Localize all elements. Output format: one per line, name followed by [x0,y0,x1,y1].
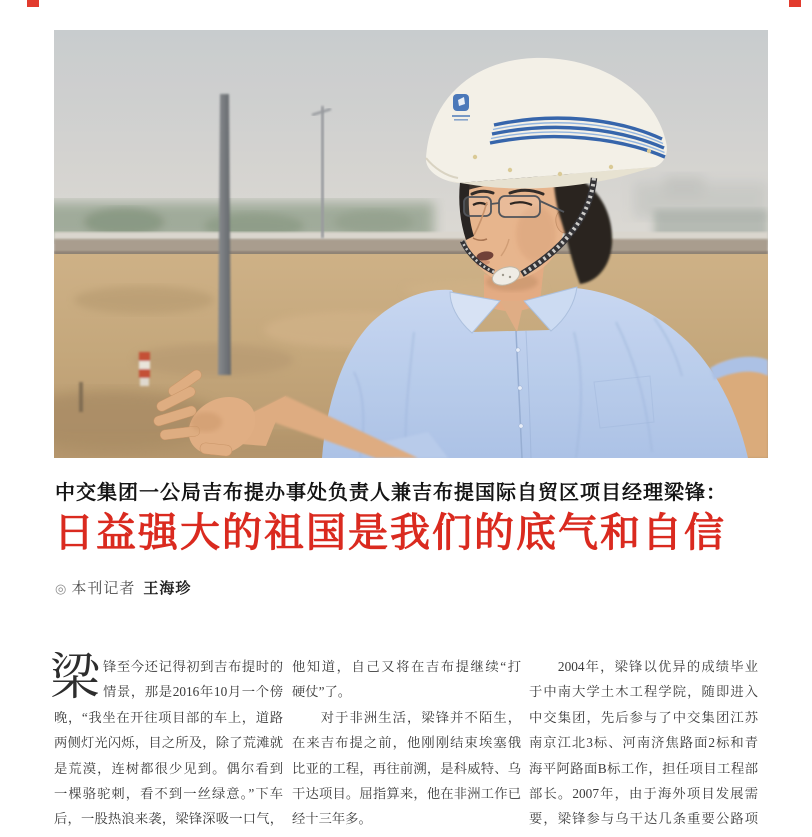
byline [55,577,191,598]
body-text-line: 是荒漠，连树都很少见到。偶尔看到 [54,760,283,776]
body-text-line: 后，一股热浪来袭，梁锋深吸一口气， [54,811,283,827]
body-text-line: 他知道，自己又将在吉布提继续“打 [292,659,521,674]
article-photo [54,30,768,458]
body-text-line: 于中南大学土木工程学院，随即进入 [529,684,758,700]
crop-mark-right [789,0,801,7]
body-column-1 [54,654,283,834]
byline-role: 本刊记者 [71,580,136,597]
construction-site-photo-illustration [54,30,768,458]
drop-cap: 梁 [50,649,100,705]
body-text-line: 中交集团，先后参与了中交集团江苏 [529,709,758,725]
body-text-line: 干达项目。屈指算来，他在非洲工作已 [292,785,521,801]
body-text-line: 硬仗”了。 [292,684,352,700]
body-text-line: 2004年，梁锋以优异的成绩毕业 [529,659,758,674]
body-text-line: 部长。2007年，由于海外项目发展需 [529,785,758,801]
body-text-line: 南京江北3标、河南济焦路面2标和青 [529,735,758,751]
body-text-line: 比亚的工程，再往前溯，是科威特、乌 [292,760,521,776]
byline-marker-icon: ◎ [55,581,68,596]
kicker-line: 中交集团一公局吉布提办事处负责人兼吉布提国际自贸区项目经理梁锋： [55,482,727,504]
body-text-line: 晚，“我坐在开往项目部的车上，道路 [54,709,283,725]
body-text-line: 对于非洲生活，梁锋并不陌生， [292,709,521,725]
haze-overlay [54,30,768,458]
body-text-line: 锋至今还记得初到吉布提时的 [103,659,283,674]
body-text-line: 经十三年多。 [292,811,372,827]
body-column-2 [292,654,521,834]
body-text-line: 在来吉布提之前，他刚刚结束埃塞俄 [292,735,521,751]
body-text-line: 一棵骆驼刺，看不到一丝绿意。”下车 [54,785,283,801]
body-text-line: 情景，那是2016年10月一个傍 [103,684,283,700]
headline: 日益强大的祖国是我们的底气和自信 [54,511,726,555]
body-column-3 [529,654,758,834]
body-text-line: 两侧灯光闪烁，目之所及，除了荒滩就 [54,735,283,751]
crop-mark-left [27,0,39,7]
byline-author: 王海珍 [143,580,192,597]
body-text-line: 海平阿路面B标工作，担任项目工程部 [529,760,758,776]
body-text-line: 要，梁锋参与乌干达几条重要公路项 [529,811,758,827]
